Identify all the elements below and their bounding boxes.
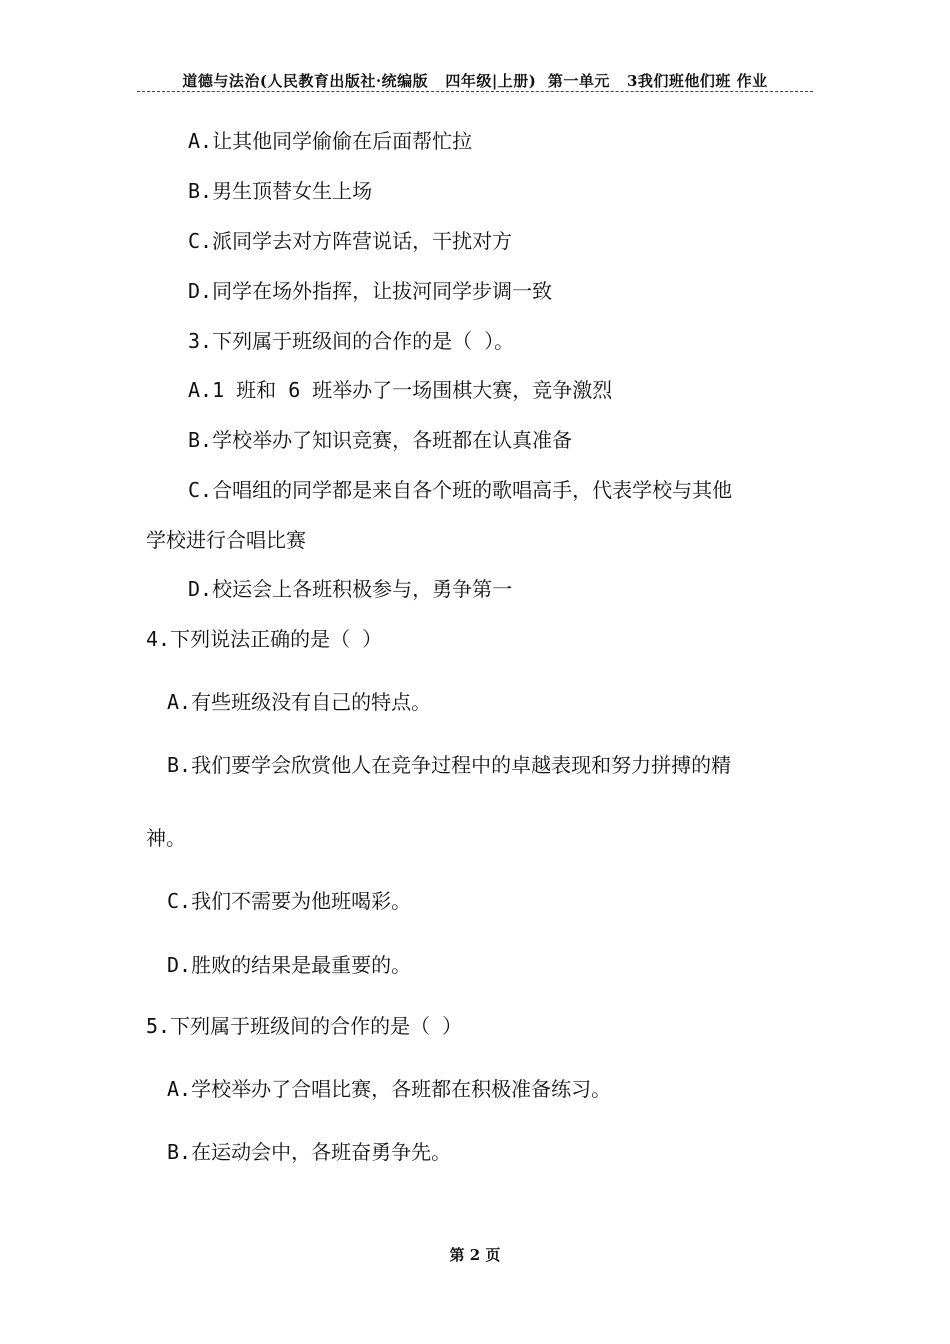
header-divider [137, 91, 813, 92]
q3-option-a: A.1 班和 6 班举办了一场围棋大赛，竞争激烈 [188, 378, 613, 402]
q2-option-d: D.同学在场外指挥，让拔河同学步调一致 [188, 279, 553, 303]
q5-option-b: B.在运动会中，各班奋勇争先。 [167, 1140, 452, 1164]
q5-option-a: A.学校举办了合唱比赛，各班都在积极准备练习。 [167, 1077, 612, 1101]
q3-option-b: B.学校举办了知识竞赛，各班都在认真准备 [188, 428, 573, 452]
q4-option-b-line1: B.我们要学会欣赏他人在竞争过程中的卓越表现和努力拼搏的精 [167, 753, 732, 777]
q2-option-b: B.男生顶替女生上场 [188, 179, 373, 203]
q2-option-c: C.派同学去对方阵营说话，干扰对方 [188, 229, 513, 253]
q5-stem: 5.下列属于班级间的合作的是（ ） [146, 1014, 463, 1038]
q3-option-c-line2: 学校进行合唱比赛 [146, 528, 306, 552]
document-header: 道德与法治(人民教育出版社·统编版 四年级|上册) 第一单元 3我们班他们班 作业 [182, 72, 768, 90]
q3-stem: 3.下列属于班级间的合作的是（ ）。 [188, 329, 515, 353]
q4-option-b-line2: 神。 [146, 826, 186, 850]
q4-option-a: A.有些班级没有自己的特点。 [167, 690, 432, 714]
q4-stem: 4.下列说法正确的是（ ） [146, 627, 383, 651]
q4-option-c: C.我们不需要为他班喝彩。 [167, 889, 412, 913]
page-number: 第 2 页 [449, 1246, 501, 1264]
q4-option-d: D.胜败的结果是最重要的。 [167, 953, 412, 977]
q3-option-d: D.校运会上各班积极参与，勇争第一 [188, 577, 513, 601]
q2-option-a: A.让其他同学偷偷在后面帮忙拉 [188, 129, 473, 153]
q3-option-c-line1: C.合唱组的同学都是来自各个班的歌唱高手，代表学校与其他 [188, 478, 733, 502]
